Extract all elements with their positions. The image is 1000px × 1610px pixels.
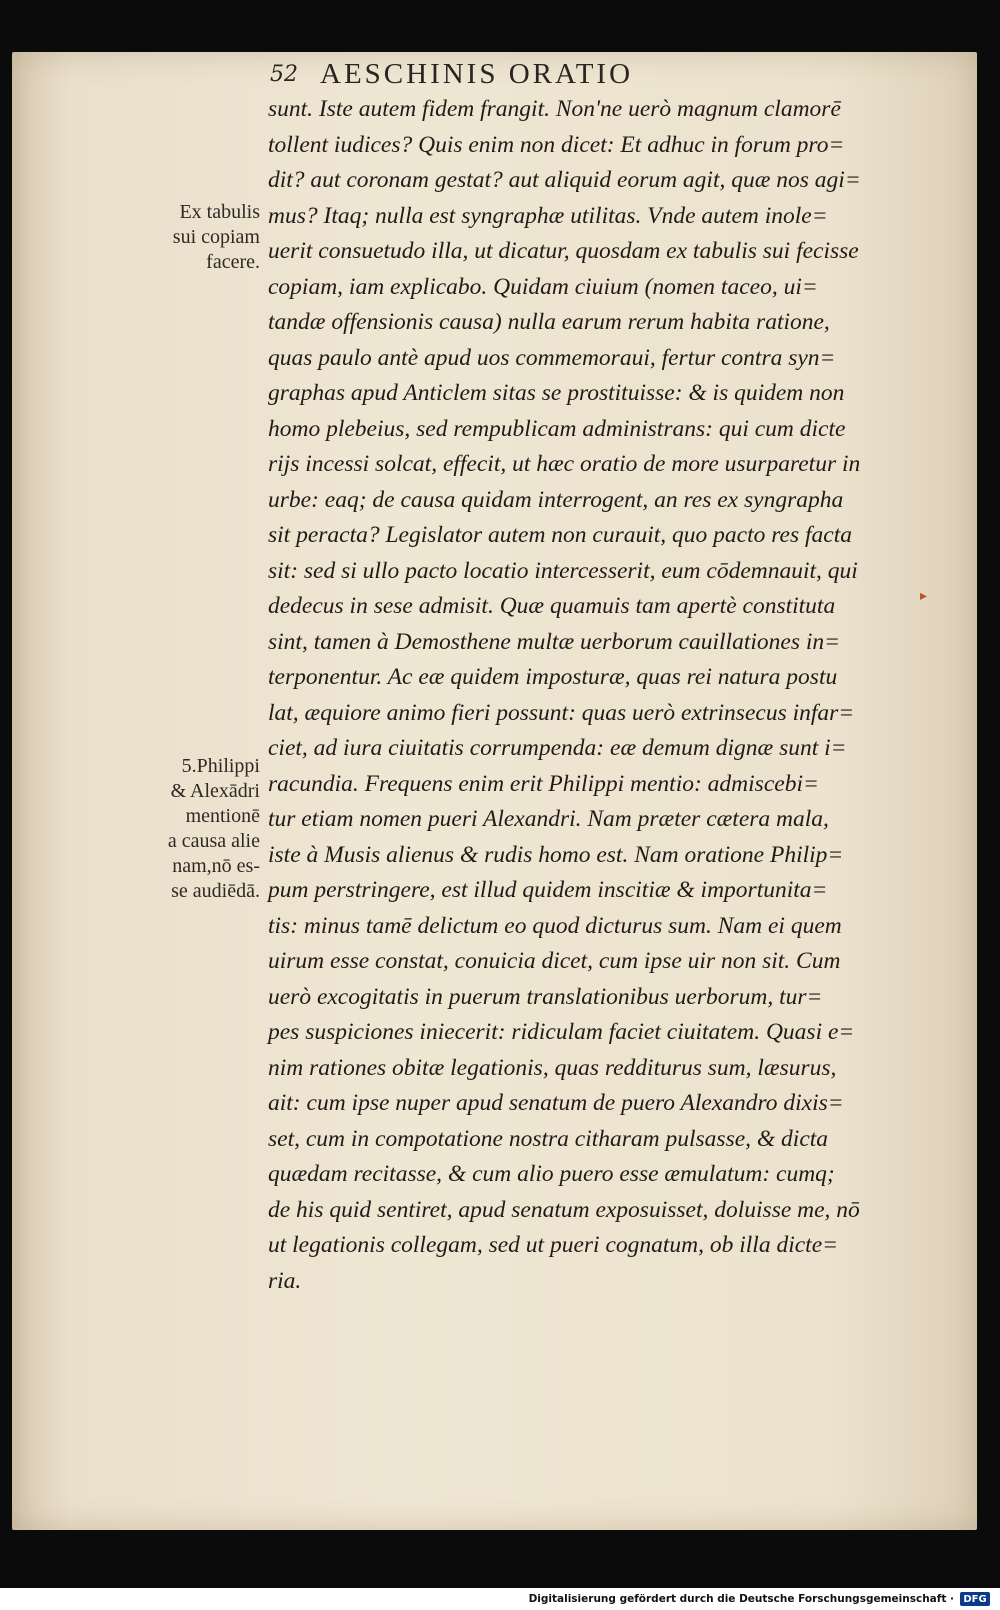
text-line: tur etiam nomen pueri Alexandri. Nam præter cætera mala, — [268, 806, 829, 832]
text-line: mus? Itaq; nulla est syngraphæ utilitas. Vnde autem inole= — [268, 202, 828, 229]
text-line: rijs incessi solcat, effecit, ut hæc oratio de more usurparetur in — [268, 451, 861, 477]
text-line: tis: minus tamē delictum eo quod dicturus sum. Nam ei quem — [268, 912, 842, 939]
text-line: sit: sed si ullo pacto locatio intercesserit, eum cōdemnauit, qui — [268, 557, 858, 584]
text-line: tandæ offensionis causa) nulla earum rerum habita ratione, — [268, 309, 830, 335]
text-line: uerò excogitatis in puerum translationibus uerborum, tur= — [268, 983, 823, 1010]
text-line: nim rationes obitæ legationis, quas redditurus sum, læsurus, — [268, 1054, 837, 1081]
text-line: pum perstringere, est illud quidem inscitiæ & importunita= — [268, 877, 828, 903]
text-line: graphas apud Anticlem sitas se prostituisse: & is quidem non — [268, 380, 845, 406]
text-line: quas paulo antè apud uos commemoraui, fertur contra syn= — [268, 344, 836, 371]
text-line: dedecus in sese admisit. Quæ quamuis tam apertè constituta — [268, 593, 836, 619]
margin-note-line: facere. — [206, 251, 260, 273]
text-line: sunt. Iste autem fidem frangit. Non'ne uerò magnum clamorē — [268, 96, 841, 122]
margin-note-line: sui copiam — [172, 226, 260, 248]
digitization-footer — [0, 1588, 1000, 1610]
text-line: ut legationis collegam, sed ut pueri cognatum, ob illa dicte= — [268, 1232, 838, 1258]
dfg-logo-icon: DFG — [960, 1592, 990, 1606]
text-line: urbe: eaq; de causa quidam interrogent, an res ex syngrapha — [268, 486, 844, 513]
margin-note-line: mentionē — [185, 805, 260, 827]
text-line: ria. — [268, 1267, 302, 1294]
text-line: homo plebeius, sed rempublicam administrans: qui cum dicte — [268, 415, 846, 442]
text-line: sit peracta? Legislator autem non curauit, quo pacto res facta — [268, 522, 852, 548]
text-line: set, cum in compotatione nostra citharam pulsasse, & dicta — [268, 1125, 829, 1152]
funding-credit: Digitalisierung gefördert durch die Deutsche Forschungsgemeinschaft · — [528, 1593, 954, 1605]
text-line: iste à Musis alienus & rudis homo est. Nam oratione Philip= — [268, 841, 844, 868]
text-line: dit? aut coronam gestat? aut aliquid eorum agit, quæ nos agi= — [268, 167, 861, 193]
text-line: pes suspiciones iniecerit: ridiculam faciet ciuitatem. Quasi e= — [268, 1019, 855, 1045]
text-line: lat, æquiore animo fieri possunt: quas uerò extrinsecus infar= — [268, 699, 855, 726]
text-line: copiam, iam explicabo. Quidam ciuium (nomen taceo, ui= — [268, 273, 818, 300]
page-header — [270, 56, 790, 92]
text-line: uirum esse constat, conuicia dicet, cum ipse uir non sit. Cum — [268, 948, 841, 974]
margin-mark-icon: ▸ — [920, 588, 928, 604]
page-number: 52 — [270, 61, 298, 87]
text-line: ciet, ad iura ciuitatis corrumpenda: eæ demum dignæ sunt i= — [268, 735, 847, 761]
text-line: tollent iudices? Quis enim non dicet: Et adhuc in forum pro= — [268, 131, 845, 158]
text-line: racundia. Frequens enim erit Philippi mentio: admiscebi= — [268, 770, 819, 797]
running-title: AESCHINIS ORATIO — [320, 57, 634, 90]
margin-note-line: 5.Philippi — [181, 755, 260, 777]
margin-note-line: a causa alie — [167, 830, 260, 852]
text-line: quædam recitasse, & cum alio puero esse æmulatum: cumq; — [268, 1161, 835, 1187]
body-text — [268, 92, 948, 1299]
text-line: de his quid sentiret, apud senatum exposuisset, doluisse me, nō — [268, 1196, 860, 1223]
text-line: terponentur. Ac eæ quidem imposturæ, quas rei natura postu — [268, 664, 838, 690]
text-line: sint, tamen à Demosthene multæ uerborum cauillationes in= — [268, 628, 840, 655]
text-line: ait: cum ipse nuper apud senatum de puero Alexandro dixis= — [268, 1090, 844, 1116]
margin-note-line: nam,nō es- — [172, 855, 260, 877]
margin-note-tabulis — [130, 200, 260, 275]
text-line: uerit consuetudo illa, ut dicatur, quosdam ex tabulis sui fecisse — [268, 238, 859, 264]
margin-note-line: Ex tabulis — [179, 201, 260, 223]
margin-note-philippi — [130, 754, 260, 904]
margin-note-line: se audiēdā. — [171, 880, 260, 902]
margin-note-line: & Alexādri — [170, 780, 260, 802]
